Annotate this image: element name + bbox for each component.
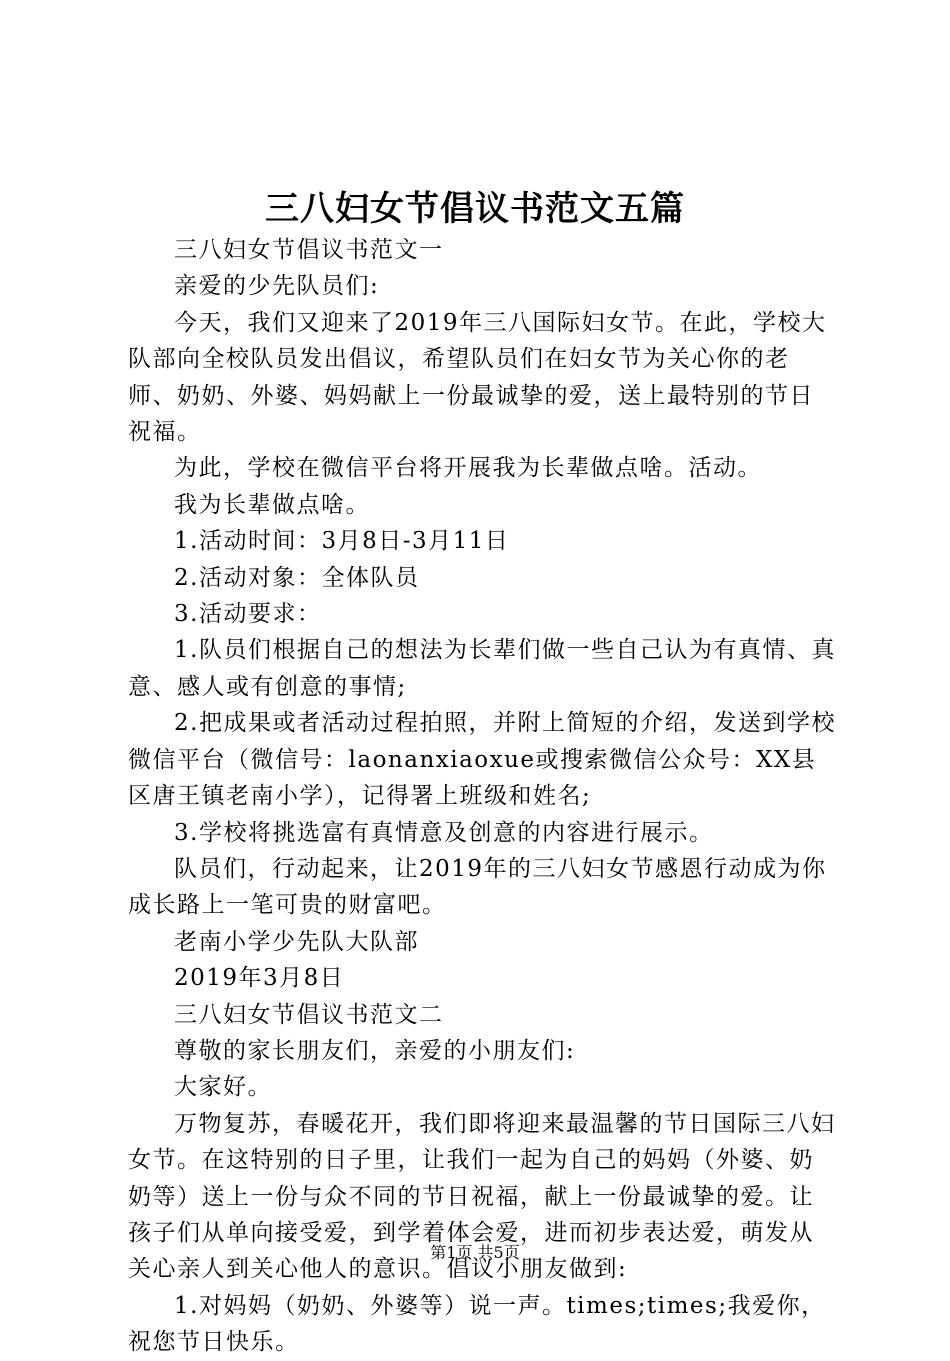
- paragraph: 2.活动对象：全体队员: [174, 564, 420, 591]
- paragraph: 2019年3月8日: [174, 965, 345, 992]
- paragraph: 2.把成果或者活动过程拍照，并附上简短的介绍，发送到学校微信平台（微信号：laonanxiaoxue或搜索微信公众号：XX县区唐王镇老南小学），记得署上班级和姓名;: [128, 710, 836, 810]
- paragraph: 1.队员们根据自己的想法为长辈们做一些自己认为有真情、真意、感人或有创意的事情;: [128, 637, 836, 700]
- paragraph: 1.活动时间：3月8日-3月11日: [174, 528, 510, 555]
- paragraph: 为此，学校在微信平台将开展我为长辈做点啥。活动。: [174, 455, 762, 482]
- paragraph: 3.活动要求：: [174, 601, 322, 628]
- paragraph: 老南小学少先队大队部: [174, 928, 419, 955]
- document-body: [128, 232, 838, 1361]
- page-footer: 第1页 共5页: [430, 1243, 520, 1262]
- paragraph: 3.学校将挑选富有真情意及创意的内容进行展示。: [174, 819, 714, 846]
- paragraph: 三八妇女节倡议书范文一: [174, 237, 444, 263]
- paragraph: 万物复苏，春暖花开，我们即将迎来最温馨的节日国际三八妇女节。在这特别的日子里，让我们一起为自己的妈妈（外婆、奶奶等）送上一份与众不同的节日祝福，献上一份最诚挚的爱。让孩子们从单向接受爱，到学着体会爱，进而初步表达爱，萌发从关心亲人到关心他人的意识。倡议小朋友做到:: [128, 1110, 836, 1283]
- paragraph: 1.对妈妈（奶奶、外婆等）说一声。times;times;我爱你，祝您节日快乐。: [128, 1292, 826, 1356]
- paragraph: 尊敬的家长朋友们，亲爱的小朋友们:: [174, 1037, 576, 1064]
- document-title: 三八妇女节倡议书范文五篇: [265, 189, 685, 229]
- paragraph: 亲爱的少先队员们:: [174, 273, 380, 300]
- paragraph: 今天，我们又迎来了2019年三八国际妇女节。在此，学校大队部向全校队员发出倡议，希望队员们在妇女节为关心你的老师、奶奶、外婆、妈妈献上一份最诚挚的爱，送上最特别的节日祝福。: [128, 309, 827, 446]
- paragraph: 大家好。: [174, 1074, 272, 1101]
- paragraph: 三八妇女节倡议书范文二: [174, 1001, 444, 1028]
- paragraph: 我为长辈做点啥。: [174, 491, 370, 518]
- paragraph: 队员们，行动起来，让2019年的三八妇女节感恩行动成为你成长路上一笔可贵的财富吧。: [128, 855, 827, 919]
